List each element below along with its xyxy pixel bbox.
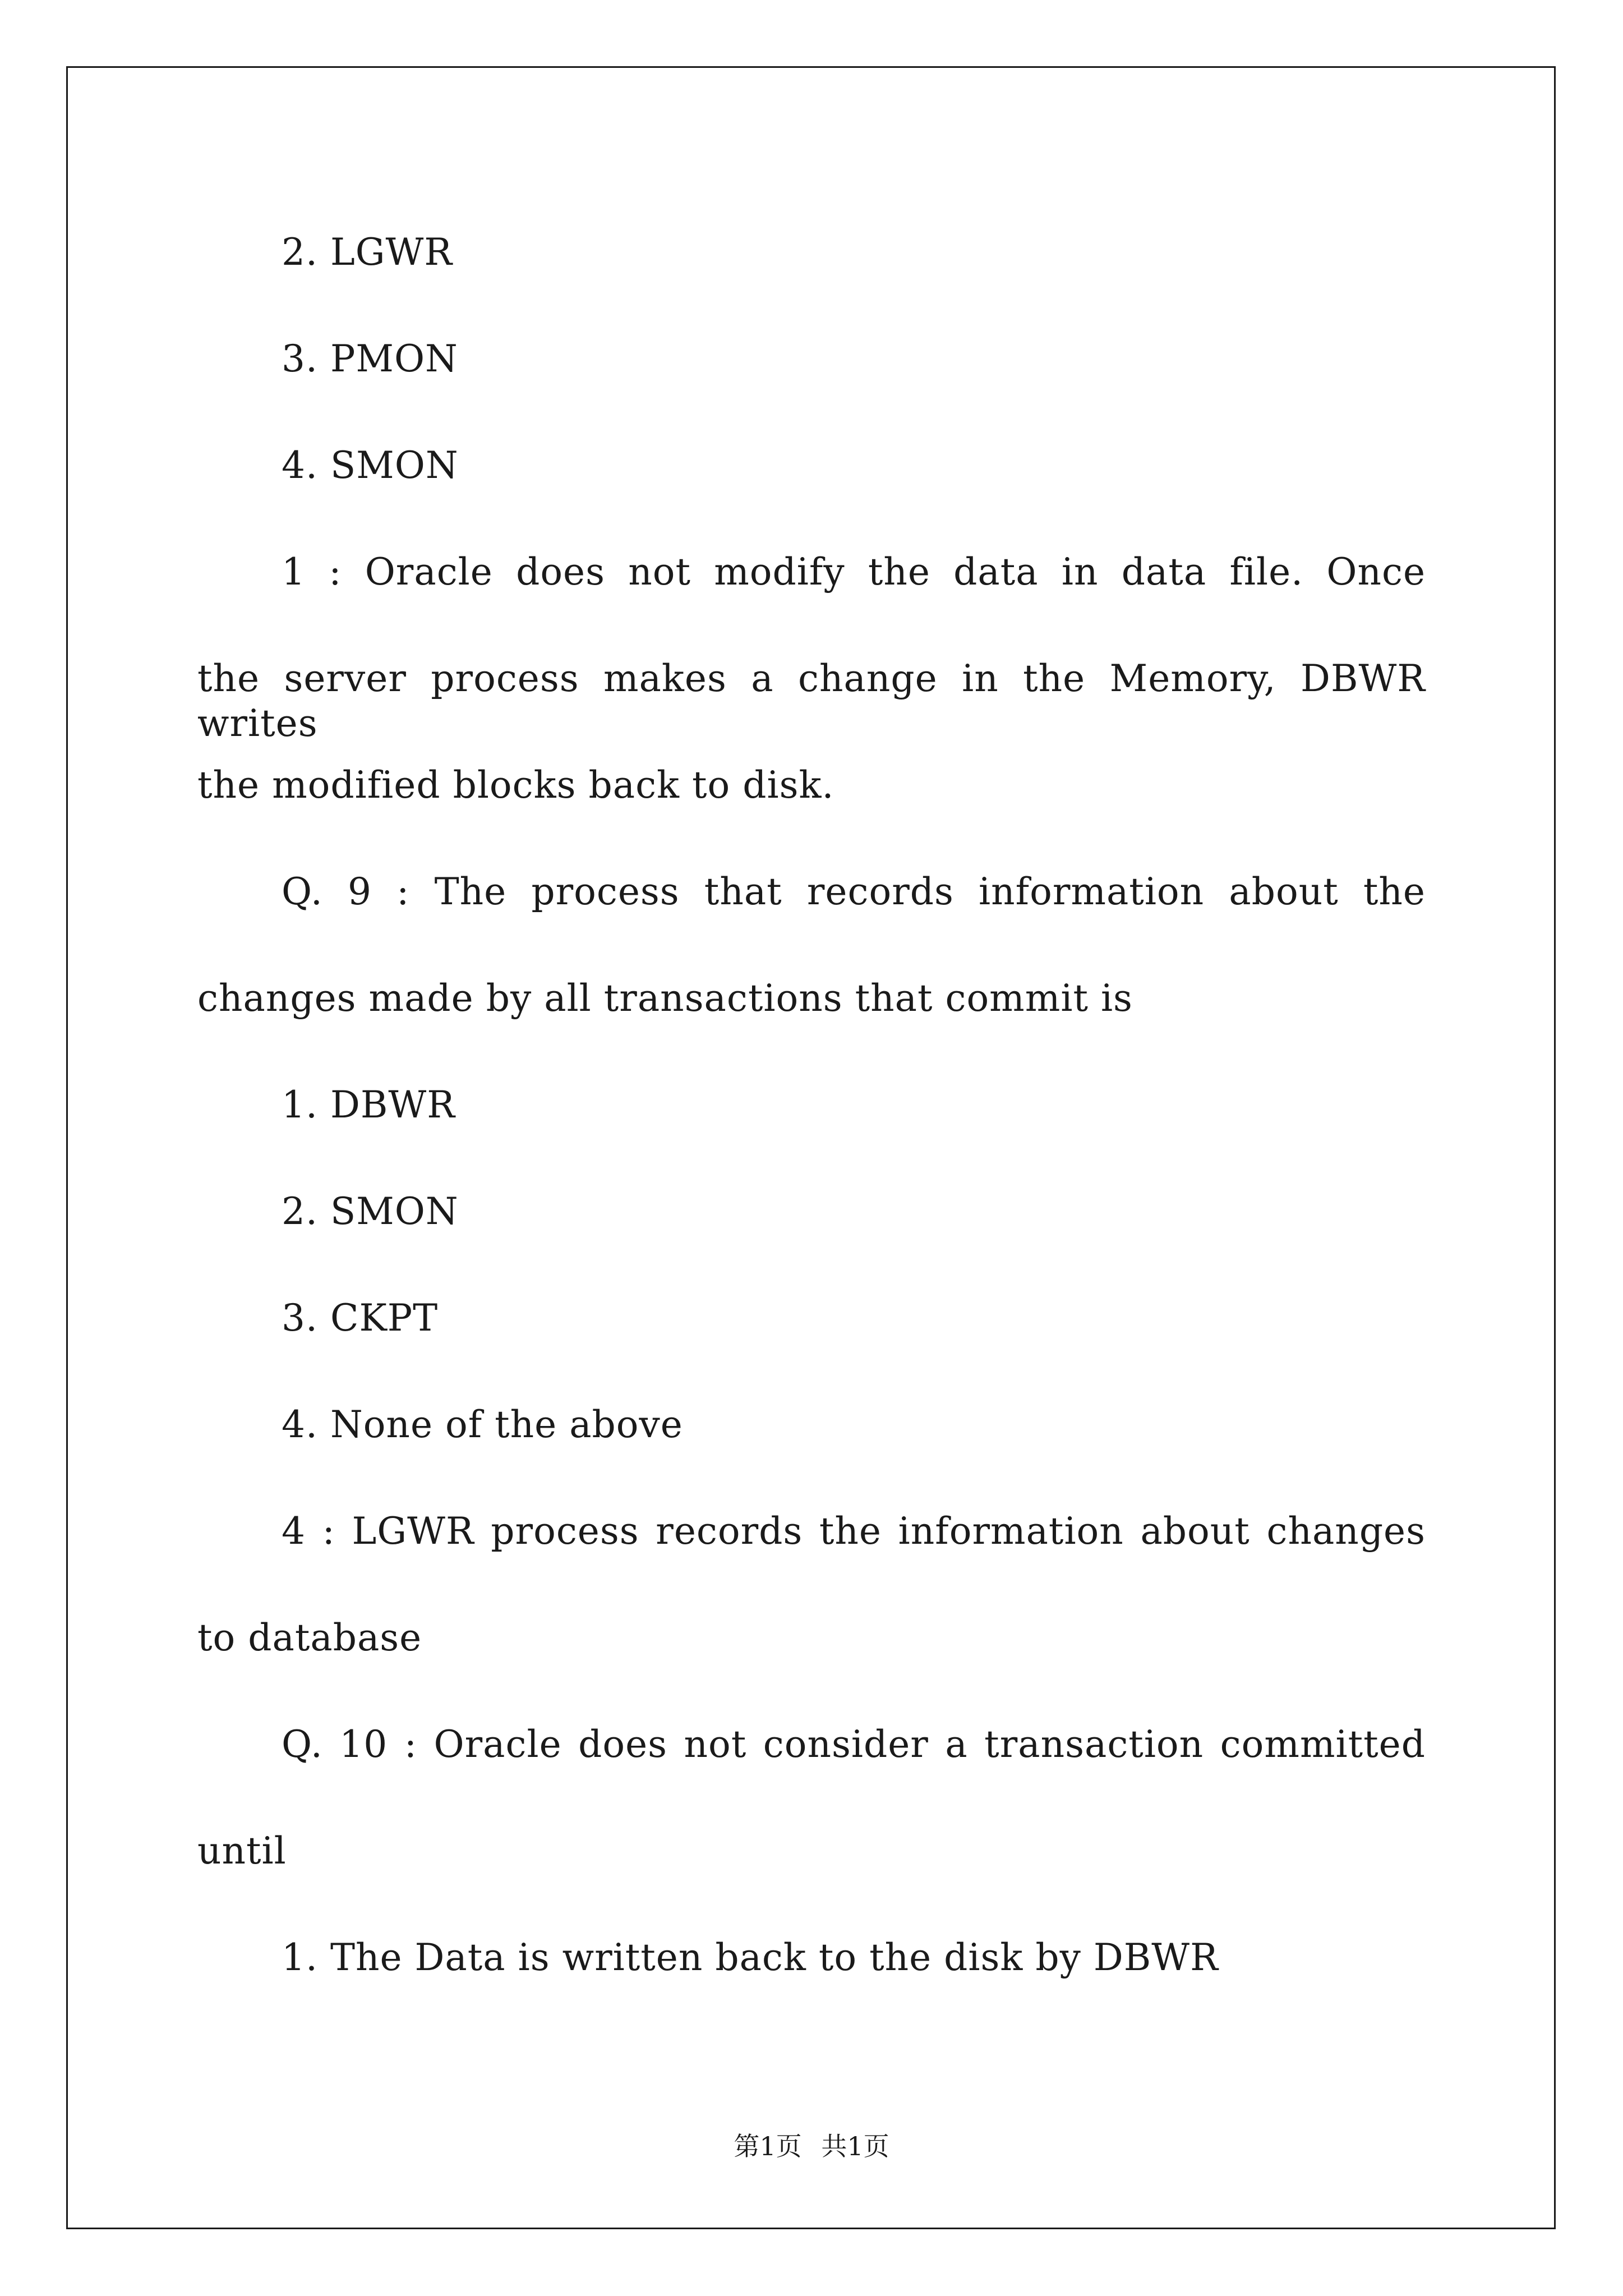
page-total: 共1页 bbox=[821, 2131, 889, 2161]
question-line: Q. 9 : The process that records information about the bbox=[282, 870, 1426, 913]
answer-line: 4 : LGWR process records the information about changes bbox=[282, 1510, 1426, 1553]
page-footer bbox=[0, 2131, 1623, 2162]
option-line: 4. None of the above bbox=[282, 1403, 683, 1446]
option-line: 2. LGWR bbox=[282, 231, 453, 274]
option-line: 1. The Data is written back to the disk by DBWR bbox=[282, 1936, 1219, 1979]
option-line: 4. SMON bbox=[282, 444, 459, 487]
page-number: 第1页 bbox=[734, 2131, 802, 2161]
option-line: 2. SMON bbox=[282, 1190, 459, 1233]
question-line: changes made by all transactions that commit is bbox=[197, 977, 1133, 1020]
option-line: 3. CKPT bbox=[282, 1296, 439, 1340]
page-border bbox=[66, 66, 1556, 2229]
option-line: 1. DBWR bbox=[282, 1083, 455, 1126]
question-line: Q. 10 : Oracle does not consider a transaction committed bbox=[282, 1723, 1426, 1766]
answer-line: 1 : Oracle does not modify the data in data file. Once bbox=[282, 550, 1426, 593]
answer-line: to database bbox=[197, 1616, 422, 1659]
answer-line: the modified blocks back to disk. bbox=[197, 763, 834, 807]
option-line: 3. PMON bbox=[282, 337, 458, 380]
answer-line: the server process makes a change in the Memory, DBWR writes bbox=[197, 657, 1426, 745]
question-line: until bbox=[197, 1829, 287, 1872]
